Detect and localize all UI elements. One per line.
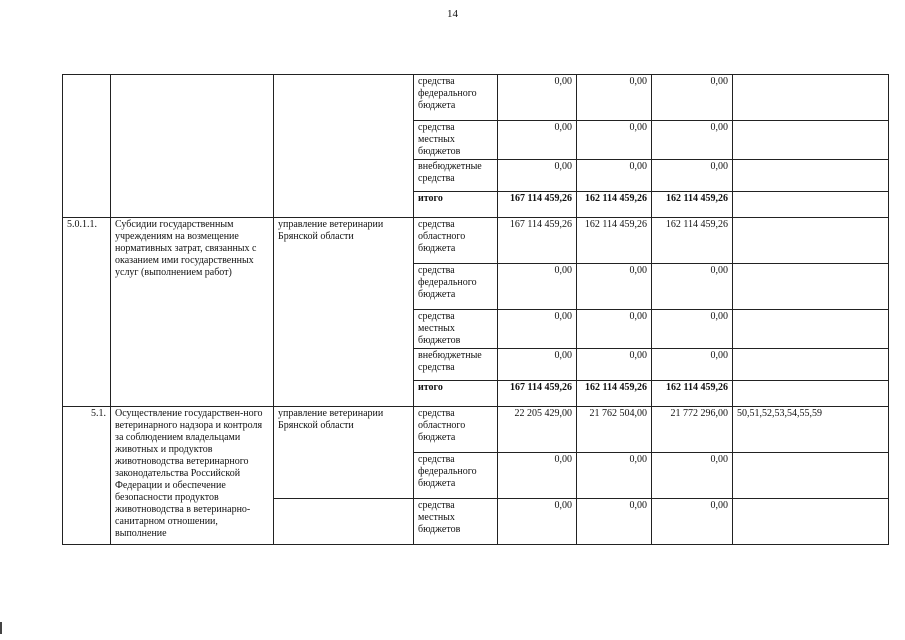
table-row [63,407,889,453]
year3-value: 0,00 [652,264,733,310]
source-cell: средства местных бюджетов [414,121,498,160]
source-cell: итого [414,381,498,407]
goal-cell [733,349,889,381]
year2-value: 0,00 [577,349,652,381]
year3-value: 162 114 459,26 [652,192,733,218]
year1-value: 0,00 [498,499,577,545]
year3-value: 162 114 459,26 [652,218,733,264]
year2-value: 0,00 [577,499,652,545]
year1-value: 0,00 [498,121,577,160]
goal-cell: 50,51,52,53,54,55,59 [733,407,889,453]
event-name-cell: Осуществление государствен-ного ветеринарного надзора и контроля за соблюдением владельцами животных и продуктов животноводства ветеринарного законодательства Российской Федерации и обеспечение безопасности продуктов животноводства в ветеринарно-санитарном отношении, выполнение [111,407,274,545]
goal-cell [733,75,889,121]
executor-cell: управление ветеринарии Брянской области [274,407,414,499]
executor-cell: управление ветеринарии Брянской области [274,218,414,407]
year1-value: 22 205 429,00 [498,407,577,453]
year2-value: 0,00 [577,121,652,160]
source-cell: средства областного бюджета [414,407,498,453]
scan-edge-mark [0,622,2,634]
year1-value: 0,00 [498,160,577,192]
goal-cell [733,218,889,264]
source-cell: внебюджетные средства [414,349,498,381]
year2-value: 0,00 [577,310,652,349]
year1-value: 0,00 [498,453,577,499]
goal-cell [733,192,889,218]
source-cell: средства местных бюджетов [414,310,498,349]
year3-value: 21 772 296,00 [652,407,733,453]
year2-value: 0,00 [577,160,652,192]
goal-cell [733,499,889,545]
executor-cell [274,75,414,218]
source-cell: средства областного бюджета [414,218,498,264]
year2-value: 162 114 459,26 [577,218,652,264]
year3-value: 162 114 459,26 [652,381,733,407]
event-name-cell [111,75,274,218]
event-name-cell: Субсидии государственным учреждениям на возмещение нормативных затрат, связанных с оказанием ими государственных услуг (выполнением работ) [111,218,274,407]
year2-value: 0,00 [577,264,652,310]
goal-cell [733,381,889,407]
year1-value: 0,00 [498,75,577,121]
year2-value: 162 114 459,26 [577,381,652,407]
year1-value: 167 114 459,26 [498,218,577,264]
year1-value: 0,00 [498,310,577,349]
source-cell: средства местных бюджетов [414,499,498,545]
year1-value: 0,00 [498,349,577,381]
source-cell: средства федерального бюджета [414,264,498,310]
goal-cell [733,160,889,192]
code-cell: 5.1. [63,407,111,545]
goal-cell [733,264,889,310]
year2-value: 0,00 [577,75,652,121]
goal-cell [733,310,889,349]
year2-value: 162 114 459,26 [577,192,652,218]
year3-value: 0,00 [652,349,733,381]
code-cell: 5.0.1.1. [63,218,111,407]
executor-cell [274,499,414,545]
year1-value: 0,00 [498,264,577,310]
budget-table [62,74,889,545]
source-cell: итого [414,192,498,218]
table-row [63,75,889,121]
year1-value: 167 114 459,26 [498,381,577,407]
year3-value: 0,00 [652,310,733,349]
year1-value: 167 114 459,26 [498,192,577,218]
year3-value: 0,00 [652,75,733,121]
code-cell [63,75,111,218]
source-cell: средства федерального бюджета [414,75,498,121]
year2-value: 21 762 504,00 [577,407,652,453]
year3-value: 0,00 [652,121,733,160]
year3-value: 0,00 [652,453,733,499]
year3-value: 0,00 [652,499,733,545]
goal-cell [733,453,889,499]
table-row [63,218,889,264]
year2-value: 0,00 [577,453,652,499]
year3-value: 0,00 [652,160,733,192]
page-number: 14 [447,8,458,20]
source-cell: внебюджетные средства [414,160,498,192]
source-cell: средства федерального бюджета [414,453,498,499]
goal-cell [733,121,889,160]
